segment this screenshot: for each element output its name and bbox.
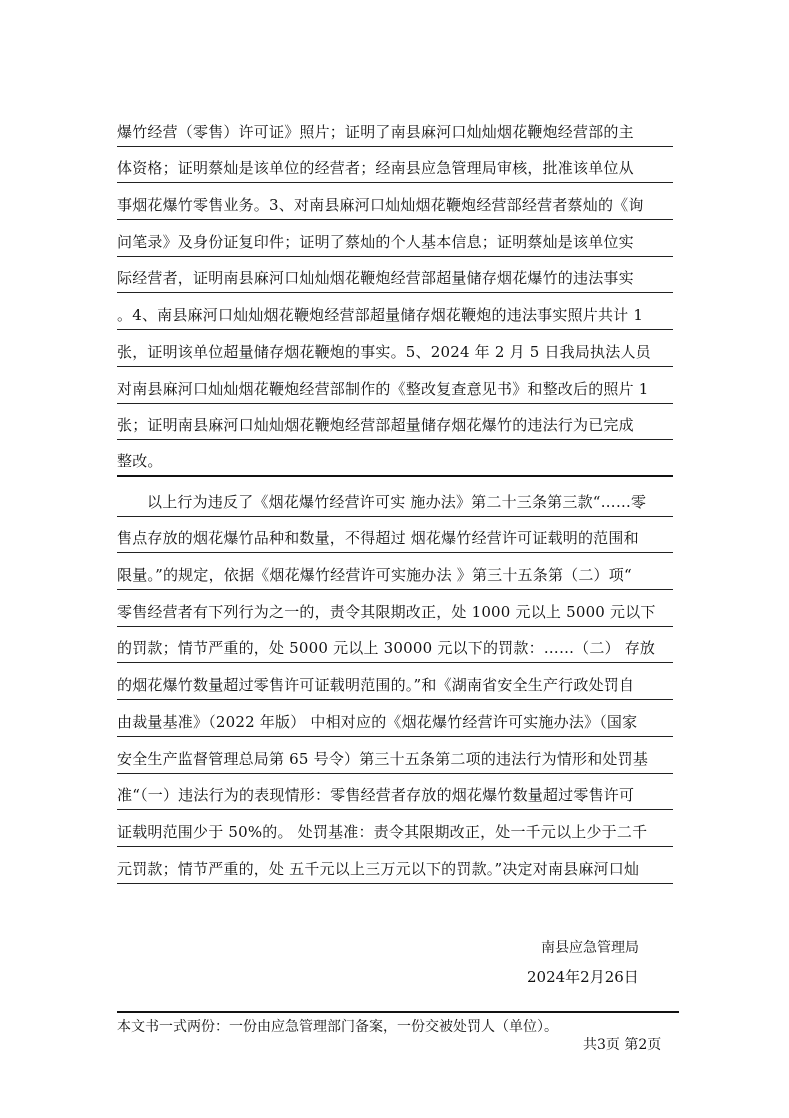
- text-line: [117, 810, 673, 847]
- line-text: 张；证明南县麻河口灿灿烟花鞭炮经营部超量储存烟花爆竹的违法行为已完成: [117, 416, 634, 435]
- line-text: 证载明范围少于 50%的。 处罚基准：责令其限期改正，处一千元以上少于二千: [117, 822, 648, 841]
- text-line: [117, 553, 673, 590]
- text-line: [117, 847, 673, 884]
- text-line: [117, 293, 673, 330]
- line-text: 的罚款；情节严重的，处 5000 元以上 30000 元以下的罚款：……（二） 存放: [117, 639, 656, 658]
- line-text: 限量。”的规定，依据《烟花爆竹经营许可实施办法 》第三十五条第（二）项“: [117, 566, 632, 585]
- line-text: 张，证明该单位超量储存烟花鞭炮的事实。5、2024 年 2 月 5 日我局执法人员: [117, 342, 651, 361]
- issuing-organization: 南县应急管理局: [541, 940, 639, 956]
- line-text: 问笔录》及身份证复印件；证明了蔡灿的个人基本信息；证明蔡灿是该单位实: [117, 232, 634, 251]
- text-line: [117, 367, 673, 404]
- text-line: [117, 257, 673, 294]
- line-text: 元罚款；情节严重的，处 五千元以上三万元以下的罚款。”决定对南县麻河口灿: [117, 859, 640, 878]
- text-line: [117, 480, 673, 517]
- line-text: 对南县麻河口灿灿烟花鞭炮经营部制作的《整改复查意见书》和整改后的照片 1: [117, 379, 649, 398]
- line-text: 体资格；证明蔡灿是该单位的经营者；经南县应急管理局审核，批准该单位从: [117, 159, 634, 178]
- line-text: 准“（一）违法行为的表现情形：零售经营者存放的烟花爆竹数量超过零售许可: [117, 786, 635, 805]
- text-line: [117, 404, 673, 441]
- text-line: [117, 517, 673, 554]
- text-line: [117, 737, 673, 774]
- text-line: [117, 700, 673, 737]
- line-text: 安全生产监督管理总局第 65 号令）第三十五条第二项的违法行为情形和处罚基: [117, 749, 649, 768]
- line-text: 零售经营者有下列行为之一的，责令其限期改正，处 1000 元以上 5000 元以下: [117, 602, 656, 621]
- text-line: [117, 774, 673, 811]
- text-line: [117, 663, 673, 700]
- line-text: 际经营者，证明南县麻河口灿灿烟花鞭炮经营部超量储存烟花爆竹的违法事实: [117, 269, 634, 288]
- page-number: 共3页 第2页: [583, 1037, 662, 1053]
- line-text: 。4、南县麻河口灿灿烟花鞭炮经营部超量储存烟花鞭炮的违法事实照片共计 1: [117, 306, 644, 325]
- footer-note: 本文书一式两份：一份由应急管理部门备案，一份交被处罚人（单位）。: [117, 1019, 558, 1035]
- text-line: [117, 590, 673, 627]
- paragraph-evidence: [117, 110, 673, 477]
- line-text: 以上行为违反了《烟花爆竹经营许可实 施办法》第二十三条第三款“……零: [147, 492, 647, 511]
- line-text: 的烟花爆竹数量超过零售许可证载明范围的。”和《湖南省安全生产行政处罚自: [117, 676, 635, 695]
- text-line: [117, 110, 673, 147]
- footer-divider: [117, 1011, 679, 1013]
- text-line: [117, 330, 673, 367]
- issue-date: 2024年2月26日: [527, 968, 639, 986]
- text-line: [117, 220, 673, 257]
- text-line: [117, 627, 673, 664]
- line-text: 爆竹经营（零售）许可证》照片；证明了南县麻河口灿灿烟花鞭炮经营部的主: [117, 122, 634, 141]
- text-line: [117, 147, 673, 184]
- paragraph-ruling: [117, 480, 673, 884]
- line-text: 事烟花爆竹零售业务。3、对南县麻河口灿灿烟花鞭炮经营部经营者蔡灿的《询: [117, 196, 644, 215]
- text-line: [117, 440, 673, 477]
- line-text: 售点存放的烟花爆竹品种和数量，不得超过 烟花爆竹经营许可证载明的范围和: [117, 529, 639, 548]
- line-text: 由裁量基准》（2022 年版） 中相对应的《烟花爆竹经营许可实施办法》（国家: [117, 712, 638, 731]
- text-line: [117, 183, 673, 220]
- line-text: 整改。: [117, 451, 163, 470]
